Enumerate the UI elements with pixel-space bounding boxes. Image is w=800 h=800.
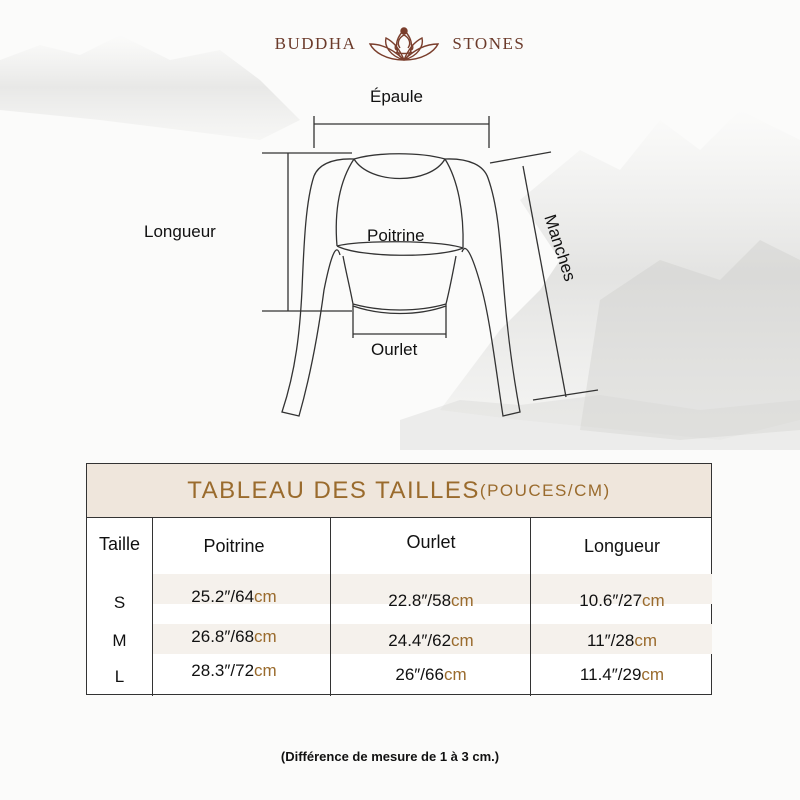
table-title-text: TABLEAU DES TAILLES: [187, 476, 480, 504]
header-poitrine: Poitrine: [203, 536, 265, 556]
size-l: L: [114, 667, 125, 686]
table-cell: 28.3″/72cm: [191, 661, 277, 680]
measurement-note: (Différence de mesure de 1 à 3 cm.): [280, 749, 500, 764]
label-manches: Manches: [540, 212, 580, 284]
long-sleeve-crop-top-outline: [282, 154, 520, 416]
table-cell: 11.4″/29cm: [579, 665, 665, 684]
header-longueur: Longueur: [583, 536, 661, 556]
header-ourlet: Ourlet: [406, 532, 456, 552]
table-title-unit: (POUCES/CM): [479, 480, 611, 500]
table-cell: 25.2″/64cm: [191, 587, 277, 606]
table-cell: 11″/28cm: [587, 631, 657, 650]
label-ourlet: Ourlet: [371, 340, 418, 359]
label-epaule: Épaule: [370, 87, 423, 106]
table-title: [87, 464, 711, 518]
brand-name-left: BUDDHA: [274, 34, 357, 53]
size-chart-table: [86, 463, 712, 695]
table-cell: 26″/66cm: [395, 665, 467, 684]
size-m: M: [112, 631, 127, 650]
table-cell: 24.4″/62cm: [388, 631, 474, 650]
brand-name-right: STONES: [452, 34, 526, 53]
table-cell: 26.8″/68cm: [191, 627, 277, 646]
table-cell: 22.8″/58cm: [388, 591, 474, 610]
table-cell: 10.6″/27cm: [579, 591, 665, 610]
header-taille: Taille: [98, 534, 141, 554]
label-longueur: Longueur: [144, 222, 216, 241]
label-poitrine: Poitrine: [367, 226, 425, 245]
size-s: S: [113, 593, 126, 612]
